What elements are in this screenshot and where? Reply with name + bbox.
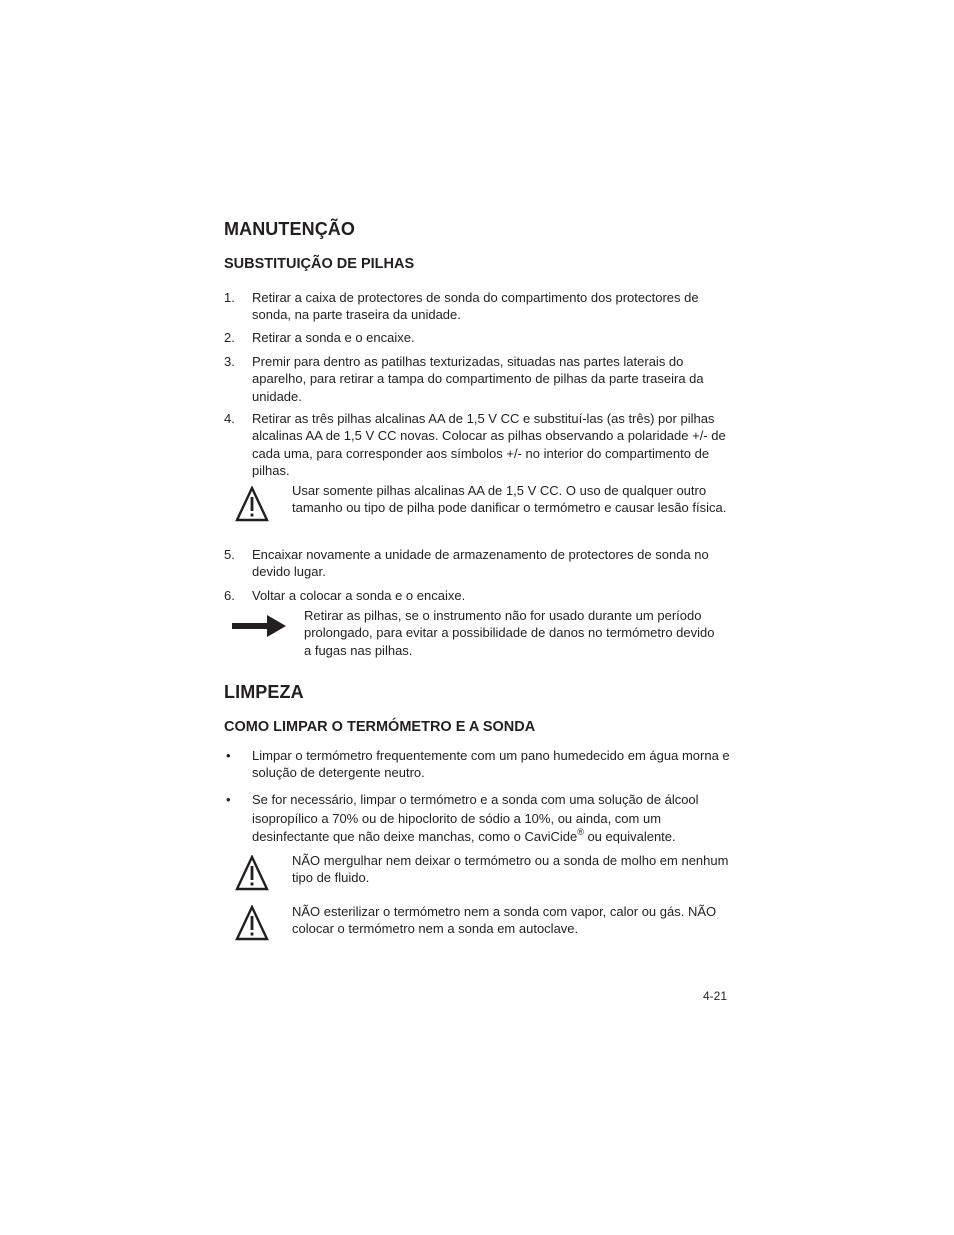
arrow-right-icon [231,614,287,638]
bullet-text [252,791,730,847]
step-text: Retirar a caixa de protectores de sonda do compartimento dos protectores de sonda, na parte traseira da unidade. [252,290,699,323]
bullet-text-end: ou equivalente. [583,829,676,844]
page-number: 4-21 [702,989,727,1003]
step-number: 2. [224,330,235,345]
step-number: 4. [224,411,235,426]
bullet-marker: • [226,792,231,807]
step-text: Encaixar novamente a unidade de armazenamento de protectores de sonda no devido lugar. [252,547,709,580]
warning-text: Usar somente pilhas alcalinas AA de 1,5 V CC. O uso de qualquer outro tamanho ou tipo de pilha pode danificar o termómetro e causar lesão física. [292,483,727,516]
step-number: 5. [224,547,235,562]
step-text: Premir para dentro as patilhas texturizadas, situadas nas partes laterais do aparelho, para retirar a tampa do compartimento de pilhas da parte traseira da unidade. [252,354,704,404]
note-text: Retirar as pilhas, se o instrumento não for usado durante um período prolongado, para evitar a possibilidade de danos no termómetro devido a fugas nas pilhas. [304,608,715,658]
bullet-text: Limpar o termómetro frequentemente com um pano humedecido em água morna e solução de detergente neutro. [252,748,730,781]
step-text: Voltar a colocar a sonda e o encaixe. [252,588,466,603]
step-number: 6. [224,588,235,603]
section-title-limpeza: LIMPEZA [224,682,304,702]
subsection-title-substituicao: SUBSTITUIÇÃO DE PILHAS [224,256,415,272]
step-text: Retirar a sonda e o encaixe. [252,330,415,345]
subsection-title-como-limpar: COMO LIMPAR O TERMÓMETRO E A SONDA [224,719,536,735]
registered-mark: ® [577,826,584,837]
warning-text: NÃO mergulhar nem deixar o termómetro ou a sonda de molho em nenhum tipo de fluido. [292,853,729,886]
section-title-manutencao: MANUTENÇÃO [224,219,355,239]
warning-triangle-icon [235,905,269,941]
step-number: 1. [224,290,235,305]
bullet-text-main: Se for necessário, limpar o termómetro e a sonda com uma solução de álcool isopropílico a 70% ou de hipoclorito de sódio a 10%, ou ainda, com um desinfectante que não deixe manchas, como o CaviCide [252,792,699,844]
bullet-marker: • [226,748,231,763]
warning-triangle-icon [235,855,269,891]
warning-triangle-icon [235,486,269,522]
warning-text: NÃO esterilizar o termómetro nem a sonda com vapor, calor ou gás. NÃO colocar o termómetro nem a sonda em autoclave. [292,904,717,937]
step-text: Retirar as três pilhas alcalinas AA de 1,5 V CC e substituí-las (as três) por pilhas alcalinas AA de 1,5 V CC novas. Colocar as pilhas observando a polaridade +/- de cada uma, para corresponder aos símbolos +/- no interior do compartimento de pilhas. [252,411,726,478]
step-number: 3. [224,354,235,369]
